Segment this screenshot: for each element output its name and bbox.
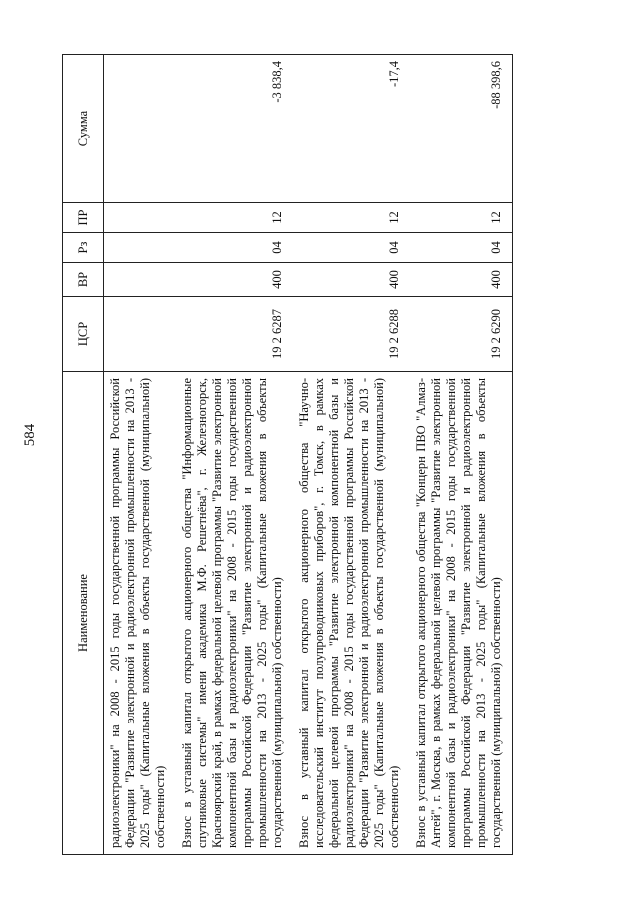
table-row bbox=[176, 55, 293, 855]
row-csr: 19 2 6287 bbox=[176, 297, 293, 372]
row-vr: 400 bbox=[410, 263, 513, 297]
row-csr bbox=[104, 297, 177, 372]
row-rz: 04 bbox=[176, 233, 293, 263]
row-csr: 19 2 6290 bbox=[410, 297, 513, 372]
page-number: 584 bbox=[22, 423, 38, 447]
row-vr: 400 bbox=[176, 263, 293, 297]
row-name: Взнос в уставный капитал открытого акционерного общества "Информационные спутниковые системы" имени академика М.Ф. Решетнёва", г. Железногорск, Красноярский край, в рамках федеральной целевой программы "Развитие электронной компонентной базы и радиоэлектроники" на 2008 - 2015 годы государственной программы Российской Федерации "Развитие электронной и радиоэлектронной промышленности на 2013 - 2025 годы" (Капитальные вложения в объекты государственной (муниципальной) собственности) bbox=[176, 372, 293, 855]
header-row bbox=[63, 55, 104, 855]
table-row bbox=[410, 55, 513, 855]
row-pr: 12 bbox=[410, 203, 513, 233]
header-pr: ПР bbox=[63, 203, 104, 233]
header-vr: ВР bbox=[63, 263, 104, 297]
row-rz bbox=[104, 233, 177, 263]
row-pr bbox=[104, 203, 177, 233]
row-vr bbox=[104, 263, 177, 297]
header-rz: Рз bbox=[63, 233, 104, 263]
row-rz: 04 bbox=[293, 233, 410, 263]
row-csr: 19 2 6288 bbox=[293, 297, 410, 372]
table-row bbox=[104, 55, 177, 855]
row-sum: -3 838,4 bbox=[176, 55, 293, 203]
row-vr: 400 bbox=[293, 263, 410, 297]
row-name: радиоэлектроники" на 2008 - 2015 годы государственной программы Российской Федерации "Развитие электронной и радиоэлектронной промышленности на 2013 - 2025 годы" (Капитальные вложения в объекты государственной (муниципальной) собственности) bbox=[104, 372, 177, 855]
row-pr: 12 bbox=[176, 203, 293, 233]
budget-table bbox=[62, 54, 513, 855]
row-sum: -17,4 bbox=[293, 55, 410, 203]
header-sum: Сумма bbox=[63, 55, 104, 203]
row-sum: -88 398,6 bbox=[410, 55, 513, 203]
table-row bbox=[293, 55, 410, 855]
row-rz: 04 bbox=[410, 233, 513, 263]
row-pr: 12 bbox=[293, 203, 410, 233]
row-name: Взнос в уставный капитал открытого акционерного общества "Научно-исследовательский институт полупроводниковых приборов", г. Томск, в рамках федеральной целевой программы "Развитие электронной компонентной базы и радиоэлектроники" на 2008 - 2015 годы государственной программы Российской Федерации "Развитие электронной и радиоэлектронной промышленности на 2013 - 2025 годы" (Капитальные вложения в объекты государственной (муниципальной) собственности) bbox=[293, 372, 410, 855]
table-header bbox=[63, 55, 104, 855]
row-sum bbox=[104, 55, 177, 203]
header-name: Наименование bbox=[63, 372, 104, 855]
table-body bbox=[104, 55, 513, 855]
row-name: Взнос в уставный капитал открытого акционерного общества "Концерн ПВО "Алмаз-Антей", г. Москва, в рамках федеральной целевой программы "Развитие электронной компонентной базы и радиоэлектроники" на 2008 - 2015 годы государственной программы Российской Федерации "Развитие электронной и радиоэлектронной промышленности на 2013 - 2025 годы" (Капитальные вложения в объекты государственной (муниципальной) собственности) bbox=[410, 372, 513, 855]
header-csr: ЦСР bbox=[63, 297, 104, 372]
